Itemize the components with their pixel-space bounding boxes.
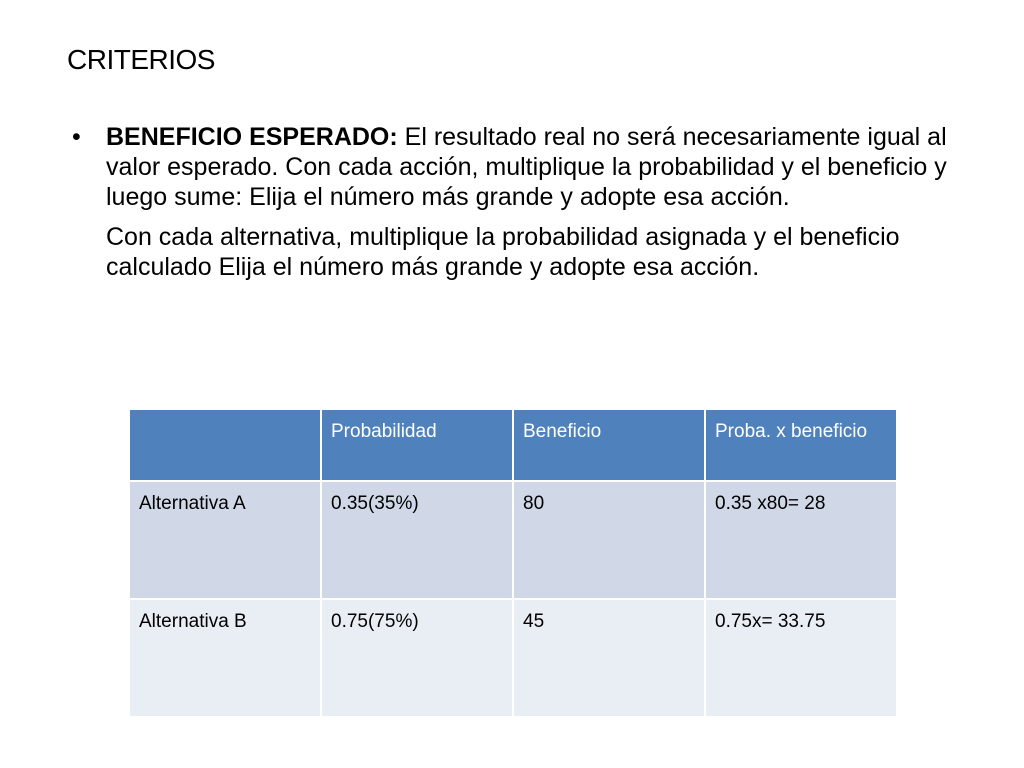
table-row (129, 599, 897, 717)
table-cell: 45 (513, 599, 705, 717)
second-paragraph-part2: calculado Elija el número más grande y adopte esa acción. (106, 253, 760, 281)
table-cell: Alternativa B (129, 599, 321, 717)
table-cell: 80 (513, 481, 705, 599)
table-cell: Alternativa A (129, 481, 321, 599)
bullet-text (106, 122, 972, 212)
table-cell: 0.35 x80= 28 (705, 481, 897, 599)
second-paragraph (106, 222, 972, 282)
bullet-marker: • (72, 123, 81, 151)
bullet-item (72, 122, 972, 212)
bullet-block (72, 122, 972, 282)
bullet-bold-lead: BENEFICIO ESPERADO: (106, 123, 398, 151)
table-cell: 0.75x= 33.75 (705, 599, 897, 717)
second-paragraph-part1: Con cada alternativa, multiplique la probabilidad asignada y el beneficio (106, 223, 900, 251)
header-cell-proba-x-beneficio: Proba. x beneficio (705, 409, 897, 481)
table-row (129, 481, 897, 599)
table-header-row (129, 409, 897, 481)
header-cell-probabilidad: Probabilidad (321, 409, 513, 481)
criteria-table (128, 408, 898, 718)
header-cell-empty (129, 409, 321, 481)
bullet-body: El resultado real no será necesariamente igual al valor esperado. Con cada acción, multiplique la probabilidad y el beneficio y luego sume: Elija el número más grande y adopte esa acción. (106, 123, 947, 211)
table-cell: 0.35(35%) (321, 481, 513, 599)
slide-title: CRITERIOS (67, 44, 215, 75)
table-cell: 0.75(75%) (321, 599, 513, 717)
header-cell-beneficio: Beneficio (513, 409, 705, 481)
